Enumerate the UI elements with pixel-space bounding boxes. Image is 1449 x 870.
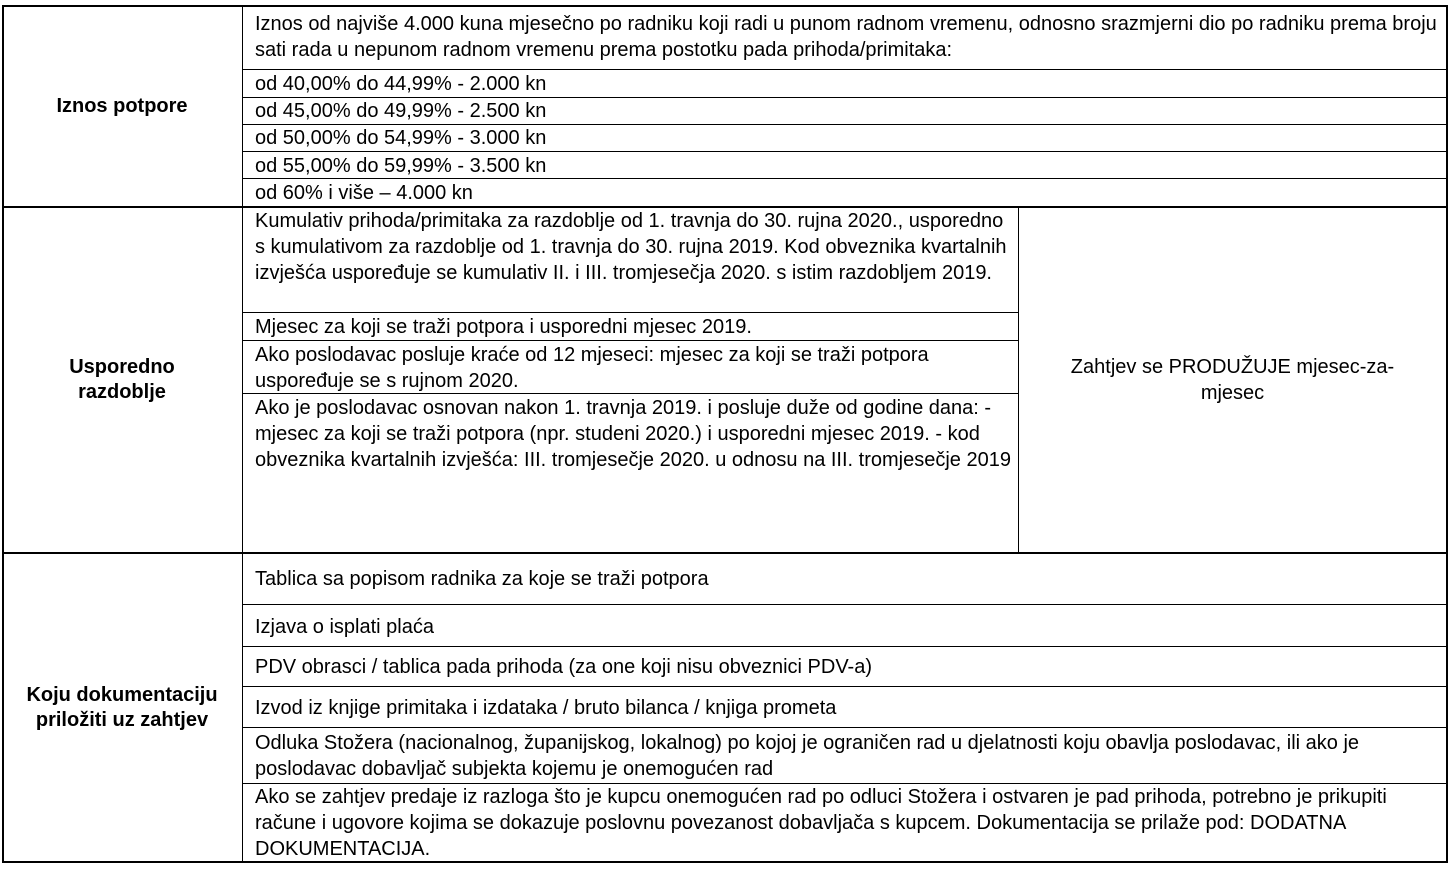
usporedno-cumulative: Kumulativ prihoda/primitaka za razdoblje od 1. travnja do 30. rujna 2020., usporedno s kumulativom za razdoblje od 1. travnja do 30. rujna 2019. Kod obveznika kvartalnih izvješća uspoređuje se kumulativ II. i III. tromjesečja 2020. s istim razdobljem 2019. bbox=[255, 210, 1007, 284]
dokumentacija-item: Izjava o isplati plaća bbox=[255, 616, 434, 638]
row-header-iznos-potpore: Iznos potpore bbox=[56, 95, 188, 117]
dokumentacija-item: Tablica sa popisom radnika za koje se traži potpora bbox=[255, 568, 709, 590]
row-header-usporedno-razdoblje: Usporedno razdoblje bbox=[69, 356, 175, 403]
row-divider bbox=[243, 312, 1019, 313]
dokumentacija-item: Izvod iz knjige primitaka i izdataka / bruto bilanca / knjiga prometa bbox=[255, 697, 837, 719]
dokumentacija-item: PDV obrasci / tablica pada prihoda (za one koji nisu obveznici PDV-a) bbox=[255, 656, 872, 678]
usporedno-founded-after: Ako je poslodavac osnovan nakon 1. travnja 2019. i posluje duže od godine dana: - mjesec za koji se traži potpora (npr. studeni 2020.) i usporedni mjesec 2019. - kod obveznika kvartalnih izvješća: III. tromjesečje 2020. u odnosu na III. tromjesečje 2019 bbox=[255, 397, 1011, 471]
table-border-right bbox=[1446, 5, 1448, 863]
iznos-tier: od 55,00% do 59,99% - 3.500 kn bbox=[255, 155, 547, 177]
row-divider bbox=[243, 151, 1446, 152]
usporedno-extension-note: Zahtjev se PRODUŽUJE mjesec-za-mjesec bbox=[1070, 356, 1395, 404]
potpora-table bbox=[2, 5, 1448, 863]
dokumentacija-item: Ako se zahtjev predaje iz razloga što je kupcu onemogućen rad po odluci Stožera i ostvaren je pad prihoda, potrebno je prikupiti račune i ugovore kojima se dokazuje poslovnu povezanost dobavljača s kupcem. Dokumentacija se prilaže pod: DODATNA DOKUMENTACIJA. bbox=[255, 786, 1387, 860]
row-header-dokumentacija: Koju dokumentaciju priložiti uz zahtjev bbox=[26, 683, 218, 731]
row-divider bbox=[243, 393, 1019, 394]
iznos-tier: od 40,00% do 44,99% - 2.000 kn bbox=[255, 73, 547, 95]
iznos-tier: od 60% i više – 4.000 kn bbox=[255, 182, 473, 204]
iznos-tier: od 50,00% do 54,99% - 3.000 kn bbox=[255, 127, 547, 149]
row-divider bbox=[243, 178, 1446, 179]
row-divider bbox=[243, 340, 1019, 341]
usporedno-monthly: Mjesec za koji se traži potpora i usporedni mjesec 2019. bbox=[255, 316, 752, 338]
row-divider bbox=[243, 604, 1446, 605]
iznos-intro: Iznos od najviše 4.000 kuna mjesečno po radniku koji radi u punom radnom vremenu, odnosno srazmjerni dio po radniku prema broju sati rada u nepunom radnom vremenu prema postotku pada prihoda/primitaka: bbox=[255, 13, 1437, 61]
row-divider bbox=[243, 686, 1446, 687]
usporedno-short-operation: Ako poslodavac posluje kraće od 12 mjeseci: mjesec za koji se traži potpora uspoređuje se s rujnom 2020. bbox=[255, 344, 929, 392]
row-divider bbox=[243, 646, 1446, 647]
iznos-tier: od 45,00% do 49,99% - 2.500 kn bbox=[255, 100, 547, 122]
dokumentacija-item: Odluka Stožera (nacionalnog, županijskog, lokalnog) po kojoj je ograničen rad u djelatnosti koju obavlja poslodavac, ili ako je poslodavac dobavljač subjekta kojemu je onemogućen rad bbox=[255, 732, 1360, 780]
row-divider bbox=[243, 727, 1446, 728]
row-divider bbox=[243, 69, 1446, 70]
